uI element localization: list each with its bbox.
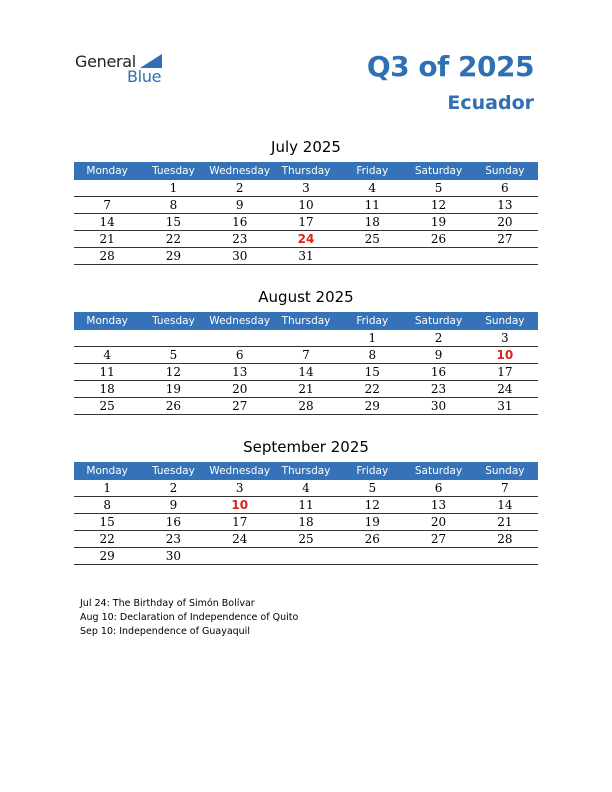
day-cell: 4 xyxy=(273,480,339,497)
day-cell: 11 xyxy=(339,197,405,214)
weekday-header: Thursday xyxy=(273,312,339,330)
week-row xyxy=(74,347,538,364)
day-cell: 13 xyxy=(207,364,273,381)
weekday-header: Friday xyxy=(339,312,405,330)
week-row xyxy=(74,364,538,381)
calendar-grid xyxy=(74,312,538,415)
day-cell: 8 xyxy=(140,197,206,214)
day-cell: 19 xyxy=(339,514,405,531)
day-cell: 24 xyxy=(207,531,273,548)
day-cell: 1 xyxy=(339,330,405,347)
holiday-day-cell: 10 xyxy=(207,497,273,514)
day-cell: 14 xyxy=(472,497,538,514)
week-row xyxy=(74,497,538,514)
day-cell: 25 xyxy=(273,531,339,548)
day-cell: 31 xyxy=(472,398,538,415)
day-cell: 23 xyxy=(207,231,273,248)
day-cell: 30 xyxy=(405,398,471,415)
day-cell: 3 xyxy=(207,480,273,497)
day-cell: 28 xyxy=(74,248,140,265)
day-cell: 5 xyxy=(405,180,471,197)
calendar-grid xyxy=(74,462,538,565)
month-title: September 2025 xyxy=(243,438,369,456)
empty-day-cell xyxy=(339,248,405,265)
day-cell: 24 xyxy=(472,381,538,398)
day-cell: 1 xyxy=(140,180,206,197)
weekday-header: Wednesday xyxy=(207,162,273,180)
week-row xyxy=(74,180,538,197)
day-cell: 15 xyxy=(74,514,140,531)
weekday-header: Friday xyxy=(339,462,405,480)
weekday-header: Tuesday xyxy=(140,462,206,480)
day-cell: 4 xyxy=(339,180,405,197)
month-block xyxy=(74,286,538,415)
day-cell: 17 xyxy=(273,214,339,231)
day-cell: 7 xyxy=(472,480,538,497)
empty-day-cell xyxy=(140,330,206,347)
day-cell: 22 xyxy=(140,231,206,248)
weekday-header-row xyxy=(74,312,538,330)
country-subtitle: Ecuador xyxy=(447,92,534,114)
day-cell: 23 xyxy=(405,381,471,398)
weekday-header: Saturday xyxy=(405,162,471,180)
day-cell: 25 xyxy=(74,398,140,415)
weekday-header: Thursday xyxy=(273,462,339,480)
day-cell: 9 xyxy=(405,347,471,364)
week-row xyxy=(74,514,538,531)
holiday-note: Sep 10: Independence of Guayaquil xyxy=(80,626,250,637)
week-row xyxy=(74,531,538,548)
day-cell: 8 xyxy=(74,497,140,514)
day-cell: 16 xyxy=(405,364,471,381)
holiday-note: Jul 24: The Birthday of Simón Bolívar xyxy=(80,598,255,609)
day-cell: 27 xyxy=(472,231,538,248)
day-cell: 6 xyxy=(405,480,471,497)
logo-text-general: General xyxy=(75,52,136,71)
weekday-header: Monday xyxy=(74,462,140,480)
empty-day-cell xyxy=(207,330,273,347)
weekday-header: Friday xyxy=(339,162,405,180)
empty-day-cell xyxy=(405,248,471,265)
day-cell: 18 xyxy=(74,381,140,398)
day-cell: 17 xyxy=(472,364,538,381)
week-row xyxy=(74,197,538,214)
day-cell: 16 xyxy=(207,214,273,231)
day-cell: 14 xyxy=(273,364,339,381)
day-cell: 29 xyxy=(74,548,140,565)
day-cell: 20 xyxy=(207,381,273,398)
day-cell: 4 xyxy=(74,347,140,364)
day-cell: 29 xyxy=(140,248,206,265)
day-cell: 9 xyxy=(207,197,273,214)
empty-day-cell xyxy=(472,248,538,265)
day-cell: 31 xyxy=(273,248,339,265)
weekday-header: Wednesday xyxy=(207,462,273,480)
day-cell: 19 xyxy=(140,381,206,398)
holiday-note: Aug 10: Declaration of Independence of Quito xyxy=(80,612,299,623)
empty-day-cell xyxy=(74,330,140,347)
week-row xyxy=(74,214,538,231)
day-cell: 15 xyxy=(339,364,405,381)
day-cell: 22 xyxy=(339,381,405,398)
brand-logo xyxy=(75,52,175,88)
day-cell: 26 xyxy=(339,531,405,548)
day-cell: 9 xyxy=(140,497,206,514)
empty-day-cell xyxy=(472,548,538,565)
holiday-day-cell: 24 xyxy=(273,231,339,248)
day-cell: 12 xyxy=(140,364,206,381)
weekday-header: Saturday xyxy=(405,312,471,330)
day-cell: 2 xyxy=(405,330,471,347)
weekday-header: Sunday xyxy=(472,162,538,180)
day-cell: 13 xyxy=(405,497,471,514)
day-cell: 18 xyxy=(339,214,405,231)
month-block xyxy=(74,136,538,265)
day-cell: 2 xyxy=(207,180,273,197)
day-cell: 25 xyxy=(339,231,405,248)
day-cell: 8 xyxy=(339,347,405,364)
day-cell: 5 xyxy=(140,347,206,364)
day-cell: 20 xyxy=(405,514,471,531)
empty-day-cell xyxy=(74,180,140,197)
day-cell: 2 xyxy=(140,480,206,497)
day-cell: 26 xyxy=(140,398,206,415)
weekday-header: Sunday xyxy=(472,462,538,480)
week-row xyxy=(74,381,538,398)
weekday-header: Monday xyxy=(74,162,140,180)
day-cell: 15 xyxy=(140,214,206,231)
day-cell: 6 xyxy=(207,347,273,364)
day-cell: 5 xyxy=(339,480,405,497)
day-cell: 21 xyxy=(273,381,339,398)
day-cell: 10 xyxy=(273,197,339,214)
day-cell: 26 xyxy=(405,231,471,248)
weekday-header: Wednesday xyxy=(207,312,273,330)
holiday-notes xyxy=(80,597,298,639)
month-block xyxy=(74,436,538,565)
weekday-header: Sunday xyxy=(472,312,538,330)
weekday-header: Tuesday xyxy=(140,162,206,180)
week-row xyxy=(74,330,538,347)
empty-day-cell xyxy=(207,548,273,565)
day-cell: 21 xyxy=(472,514,538,531)
week-row xyxy=(74,548,538,565)
day-cell: 28 xyxy=(273,398,339,415)
day-cell: 3 xyxy=(273,180,339,197)
week-row xyxy=(74,248,538,265)
day-cell: 7 xyxy=(74,197,140,214)
empty-day-cell xyxy=(273,330,339,347)
logo-triangle-icon xyxy=(140,54,162,68)
holiday-day-cell: 10 xyxy=(472,347,538,364)
day-cell: 7 xyxy=(273,347,339,364)
day-cell: 18 xyxy=(273,514,339,531)
page-title: Q3 of 2025 xyxy=(366,50,534,83)
day-cell: 12 xyxy=(339,497,405,514)
weekday-header: Thursday xyxy=(273,162,339,180)
weekday-header-row xyxy=(74,462,538,480)
day-cell: 28 xyxy=(472,531,538,548)
day-cell: 23 xyxy=(140,531,206,548)
day-cell: 1 xyxy=(74,480,140,497)
day-cell: 30 xyxy=(207,248,273,265)
day-cell: 21 xyxy=(74,231,140,248)
day-cell: 16 xyxy=(140,514,206,531)
week-row xyxy=(74,480,538,497)
logo-text-blue: Blue xyxy=(127,67,162,86)
day-cell: 14 xyxy=(74,214,140,231)
day-cell: 17 xyxy=(207,514,273,531)
empty-day-cell xyxy=(273,548,339,565)
month-title: August 2025 xyxy=(258,288,354,306)
day-cell: 20 xyxy=(472,214,538,231)
weekday-header: Monday xyxy=(74,312,140,330)
month-title: July 2025 xyxy=(271,138,341,156)
day-cell: 27 xyxy=(405,531,471,548)
day-cell: 6 xyxy=(472,180,538,197)
week-row xyxy=(74,231,538,248)
weekday-header-row xyxy=(74,162,538,180)
day-cell: 13 xyxy=(472,197,538,214)
day-cell: 22 xyxy=(74,531,140,548)
day-cell: 11 xyxy=(273,497,339,514)
empty-day-cell xyxy=(339,548,405,565)
day-cell: 19 xyxy=(405,214,471,231)
day-cell: 3 xyxy=(472,330,538,347)
week-row xyxy=(74,398,538,415)
day-cell: 27 xyxy=(207,398,273,415)
day-cell: 11 xyxy=(74,364,140,381)
day-cell: 30 xyxy=(140,548,206,565)
calendar-grid xyxy=(74,162,538,265)
day-cell: 29 xyxy=(339,398,405,415)
empty-day-cell xyxy=(405,548,471,565)
weekday-header: Tuesday xyxy=(140,312,206,330)
day-cell: 12 xyxy=(405,197,471,214)
weekday-header: Saturday xyxy=(405,462,471,480)
